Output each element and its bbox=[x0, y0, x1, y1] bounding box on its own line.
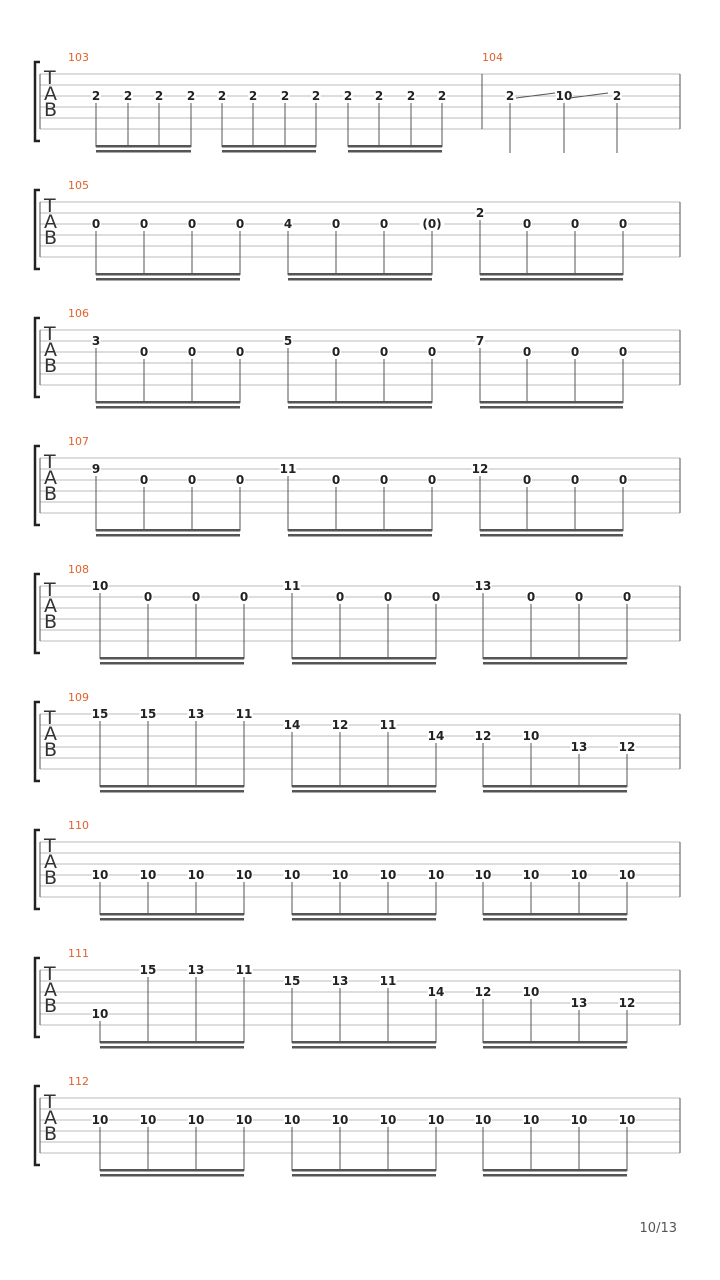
staff-system bbox=[35, 691, 680, 793]
beam bbox=[96, 529, 240, 532]
tab-clef-letter: B bbox=[44, 1123, 58, 1145]
fret-number: 12 bbox=[474, 729, 492, 743]
tab-clef-letter: T bbox=[44, 707, 56, 729]
beam bbox=[292, 1041, 436, 1044]
tab-clef-letter: B bbox=[44, 611, 58, 633]
system-bracket bbox=[35, 446, 40, 525]
fret-number: 7 bbox=[475, 334, 485, 348]
fret-number: 10 bbox=[139, 1113, 157, 1127]
beam bbox=[288, 529, 432, 532]
fret-number: 0 bbox=[139, 345, 149, 359]
tab-clef-letter: A bbox=[44, 1107, 57, 1129]
fret-number: 0 bbox=[379, 473, 389, 487]
fret-number: 0 bbox=[574, 590, 584, 604]
tab-clef-letter: B bbox=[44, 483, 58, 505]
fret-number: 0 bbox=[187, 473, 197, 487]
fret-number: 2 bbox=[437, 89, 447, 103]
beam bbox=[100, 657, 244, 660]
fret-number: 10 bbox=[555, 89, 573, 103]
beam bbox=[480, 534, 623, 537]
beam bbox=[292, 785, 436, 788]
fret-number: 10 bbox=[522, 729, 540, 743]
fret-number: 10 bbox=[522, 985, 540, 999]
fret-number: 0 bbox=[143, 590, 153, 604]
fret-number: 11 bbox=[379, 718, 397, 732]
measure-number: 108 bbox=[68, 563, 89, 576]
beam bbox=[100, 1041, 244, 1044]
fret-number: 2 bbox=[123, 89, 133, 103]
fret-number: 15 bbox=[283, 974, 301, 988]
fret-number: 5 bbox=[283, 334, 293, 348]
beam bbox=[483, 1174, 627, 1177]
tab-clef-letter: B bbox=[44, 995, 58, 1017]
page-number: 10/13 bbox=[639, 1221, 677, 1236]
fret-number: 0 bbox=[235, 217, 245, 231]
tab-clef-letter: T bbox=[44, 195, 56, 217]
fret-number: 2 bbox=[186, 89, 196, 103]
beam bbox=[483, 918, 627, 921]
fret-number: 15 bbox=[139, 963, 157, 977]
fret-number: 10 bbox=[283, 868, 301, 882]
beam bbox=[480, 273, 623, 276]
beam bbox=[483, 1169, 627, 1172]
fret-number: 13 bbox=[187, 963, 205, 977]
fret-number: 2 bbox=[154, 89, 164, 103]
fret-number: 0 bbox=[139, 473, 149, 487]
fret-number: 0 bbox=[570, 473, 580, 487]
beam bbox=[96, 150, 191, 153]
fret-number: 2 bbox=[217, 89, 227, 103]
beam bbox=[292, 790, 436, 793]
measure-number: 111 bbox=[68, 947, 89, 960]
fret-number: 0 bbox=[235, 473, 245, 487]
measure-number: 104 bbox=[482, 51, 503, 64]
fret-number: 10 bbox=[91, 868, 109, 882]
fret-number: 0 bbox=[570, 217, 580, 231]
beam bbox=[96, 401, 240, 404]
fret-number: 11 bbox=[379, 974, 397, 988]
tab-clef-letter: A bbox=[44, 851, 57, 873]
fret-number: 2 bbox=[280, 89, 290, 103]
fret-number: (0) bbox=[422, 217, 442, 231]
fret-number: 2 bbox=[406, 89, 416, 103]
fret-number: 4 bbox=[283, 217, 293, 231]
tab-clef-letter: T bbox=[44, 67, 56, 89]
tab-clef-letter: A bbox=[44, 339, 57, 361]
fret-number: 10 bbox=[331, 868, 349, 882]
beam bbox=[483, 913, 627, 916]
beam bbox=[483, 790, 627, 793]
fret-number: 2 bbox=[475, 206, 485, 220]
system-bracket bbox=[35, 958, 40, 1037]
staff-system bbox=[35, 1075, 680, 1177]
fret-number: 14 bbox=[283, 718, 301, 732]
fret-number: 10 bbox=[570, 868, 588, 882]
fret-number: 10 bbox=[522, 1113, 540, 1127]
fret-number: 2 bbox=[343, 89, 353, 103]
beam bbox=[100, 913, 244, 916]
beam bbox=[222, 150, 316, 153]
fret-number: 11 bbox=[279, 462, 297, 476]
fret-number: 10 bbox=[187, 868, 205, 882]
beam bbox=[480, 529, 623, 532]
beam bbox=[96, 406, 240, 409]
beam bbox=[100, 1169, 244, 1172]
fret-number: 2 bbox=[505, 89, 515, 103]
fret-number: 0 bbox=[235, 345, 245, 359]
fret-number: 10 bbox=[522, 868, 540, 882]
fret-number: 10 bbox=[570, 1113, 588, 1127]
system-bracket bbox=[35, 702, 40, 781]
fret-number: 0 bbox=[379, 345, 389, 359]
fret-number: 10 bbox=[379, 1113, 397, 1127]
fret-number: 10 bbox=[91, 579, 109, 593]
fret-number: 10 bbox=[618, 1113, 636, 1127]
system-bracket bbox=[35, 830, 40, 909]
fret-number: 15 bbox=[139, 707, 157, 721]
beam bbox=[483, 662, 627, 665]
fret-number: 3 bbox=[91, 334, 101, 348]
fret-number: 0 bbox=[427, 345, 437, 359]
fret-number: 10 bbox=[474, 1113, 492, 1127]
beam bbox=[100, 785, 244, 788]
beam bbox=[100, 918, 244, 921]
fret-number: 2 bbox=[311, 89, 321, 103]
beam bbox=[292, 657, 436, 660]
fret-number: 10 bbox=[91, 1007, 109, 1021]
fret-number: 0 bbox=[187, 217, 197, 231]
fret-number: 10 bbox=[618, 868, 636, 882]
fret-number: 10 bbox=[187, 1113, 205, 1127]
system-bracket bbox=[35, 62, 40, 141]
system-bracket bbox=[35, 318, 40, 397]
tab-clef-letter: A bbox=[44, 723, 57, 745]
measure-number: 109 bbox=[68, 691, 89, 704]
beam bbox=[348, 145, 442, 148]
tab-clef-letter: T bbox=[44, 1091, 56, 1113]
staff-system bbox=[35, 51, 680, 153]
fret-number: 0 bbox=[239, 590, 249, 604]
fret-number: 13 bbox=[187, 707, 205, 721]
fret-number: 10 bbox=[427, 868, 445, 882]
measure-number: 112 bbox=[68, 1075, 89, 1088]
tab-clef-letter: B bbox=[44, 355, 58, 377]
fret-number: 0 bbox=[91, 217, 101, 231]
beam bbox=[100, 1046, 244, 1049]
fret-number: 14 bbox=[427, 985, 445, 999]
fret-number: 0 bbox=[522, 473, 532, 487]
measure-number: 110 bbox=[68, 819, 89, 832]
tab-clef-letter: T bbox=[44, 579, 56, 601]
tab-clef-letter: B bbox=[44, 867, 58, 889]
fret-number: 0 bbox=[526, 590, 536, 604]
fret-number: 12 bbox=[618, 996, 636, 1010]
fret-number: 10 bbox=[235, 1113, 253, 1127]
beam bbox=[288, 278, 432, 281]
tab-clef-letter: T bbox=[44, 451, 56, 473]
fret-number: 15 bbox=[91, 707, 109, 721]
fret-number: 0 bbox=[335, 590, 345, 604]
beam bbox=[483, 1041, 627, 1044]
fret-number: 10 bbox=[427, 1113, 445, 1127]
fret-number: 0 bbox=[522, 217, 532, 231]
fret-number: 0 bbox=[522, 345, 532, 359]
fret-number: 11 bbox=[283, 579, 301, 593]
fret-number: 13 bbox=[331, 974, 349, 988]
beam bbox=[480, 401, 623, 404]
beam bbox=[288, 401, 432, 404]
staff-system bbox=[35, 179, 680, 281]
tab-clef-letter: B bbox=[44, 739, 58, 761]
beam bbox=[96, 278, 240, 281]
system-bracket bbox=[35, 1086, 40, 1165]
fret-number: 0 bbox=[331, 217, 341, 231]
tab-clef-letter: T bbox=[44, 835, 56, 857]
fret-number: 0 bbox=[379, 217, 389, 231]
tab-clef-letter: T bbox=[44, 963, 56, 985]
fret-number: 10 bbox=[139, 868, 157, 882]
beam bbox=[100, 662, 244, 665]
beam bbox=[483, 785, 627, 788]
fret-number: 13 bbox=[474, 579, 492, 593]
fret-number: 13 bbox=[570, 996, 588, 1010]
staff-system bbox=[35, 947, 680, 1049]
fret-number: 2 bbox=[248, 89, 258, 103]
fret-number: 13 bbox=[570, 740, 588, 754]
fret-number: 0 bbox=[570, 345, 580, 359]
fret-number: 2 bbox=[612, 89, 622, 103]
beam bbox=[222, 145, 316, 148]
tab-clef-letter: T bbox=[44, 323, 56, 345]
staff-system bbox=[35, 307, 680, 409]
fret-number: 10 bbox=[331, 1113, 349, 1127]
fret-number: 12 bbox=[331, 718, 349, 732]
beam bbox=[292, 662, 436, 665]
fret-number: 10 bbox=[379, 868, 397, 882]
beam bbox=[348, 150, 442, 153]
beam bbox=[292, 1169, 436, 1172]
fret-number: 11 bbox=[235, 707, 253, 721]
beam bbox=[96, 145, 191, 148]
tab-clef-letter: A bbox=[44, 595, 57, 617]
fret-number: 10 bbox=[91, 1113, 109, 1127]
fret-number: 0 bbox=[191, 590, 201, 604]
beam bbox=[288, 534, 432, 537]
fret-number: 0 bbox=[618, 473, 628, 487]
tab-clef-letter: A bbox=[44, 979, 57, 1001]
measure-number: 106 bbox=[68, 307, 89, 320]
fret-number: 0 bbox=[622, 590, 632, 604]
fret-number: 11 bbox=[235, 963, 253, 977]
system-bracket bbox=[35, 190, 40, 269]
tab-clef-letter: A bbox=[44, 83, 57, 105]
beam bbox=[483, 657, 627, 660]
measure-number: 107 bbox=[68, 435, 89, 448]
tab-clef-letter: A bbox=[44, 211, 57, 233]
tab-clef-letter: A bbox=[44, 467, 57, 489]
fret-number: 10 bbox=[474, 868, 492, 882]
fret-number: 9 bbox=[91, 462, 101, 476]
beam bbox=[292, 913, 436, 916]
fret-number: 0 bbox=[187, 345, 197, 359]
fret-number: 14 bbox=[427, 729, 445, 743]
staff-system bbox=[35, 435, 680, 537]
fret-number: 10 bbox=[283, 1113, 301, 1127]
tab-clef-letter: B bbox=[44, 99, 58, 121]
fret-number: 12 bbox=[474, 985, 492, 999]
beam bbox=[480, 406, 623, 409]
tab-clef-letter: B bbox=[44, 227, 58, 249]
beam bbox=[480, 278, 623, 281]
fret-number: 0 bbox=[618, 217, 628, 231]
fret-number: 0 bbox=[427, 473, 437, 487]
fret-number: 0 bbox=[431, 590, 441, 604]
fret-number: 12 bbox=[471, 462, 489, 476]
beam bbox=[288, 406, 432, 409]
beam bbox=[96, 273, 240, 276]
staff-system bbox=[35, 819, 680, 921]
fret-number: 2 bbox=[374, 89, 384, 103]
system-bracket bbox=[35, 574, 40, 653]
fret-number: 0 bbox=[139, 217, 149, 231]
measure-number: 105 bbox=[68, 179, 89, 192]
beam bbox=[292, 1174, 436, 1177]
fret-number: 10 bbox=[235, 868, 253, 882]
beam bbox=[96, 534, 240, 537]
fret-number: 0 bbox=[331, 473, 341, 487]
beam bbox=[292, 1046, 436, 1049]
beam bbox=[288, 273, 432, 276]
beam bbox=[100, 790, 244, 793]
fret-number: 0 bbox=[383, 590, 393, 604]
staff-system bbox=[35, 563, 680, 665]
beam bbox=[483, 1046, 627, 1049]
fret-number: 0 bbox=[618, 345, 628, 359]
fret-number: 0 bbox=[331, 345, 341, 359]
beam bbox=[100, 1174, 244, 1177]
measure-number: 103 bbox=[68, 51, 89, 64]
fret-number: 2 bbox=[91, 89, 101, 103]
beam bbox=[292, 918, 436, 921]
fret-number: 12 bbox=[618, 740, 636, 754]
